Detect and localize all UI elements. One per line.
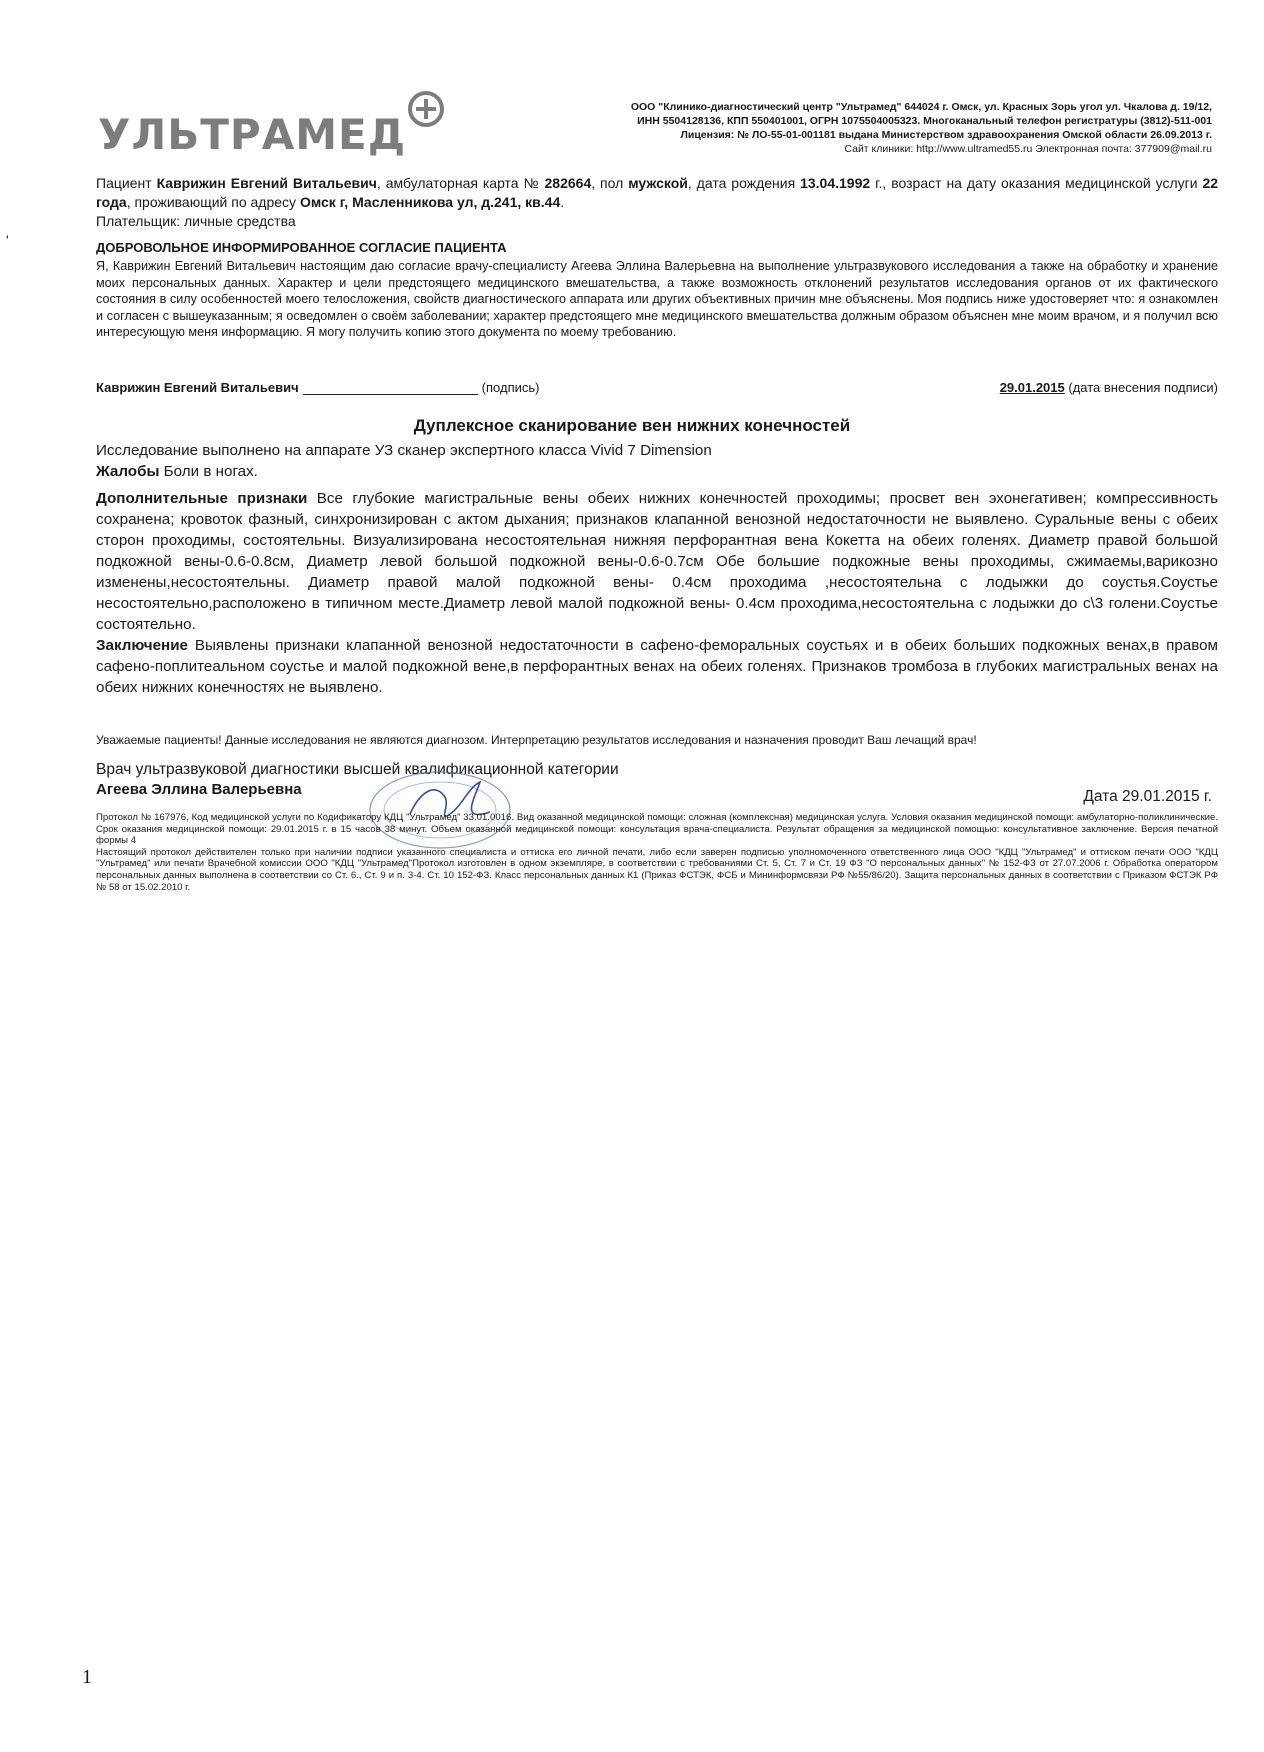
signature-date-block: [1000, 380, 1218, 395]
patient-notice: Уважаемые пациенты! Данные исследования не являются диагнозом. Интерпретацию результатов исследования и назначения проводит Ваш лечащий врач!: [96, 733, 977, 747]
page-number: 1: [82, 1666, 92, 1688]
label-age: г., возраст на дату оказания медицинской услуги: [875, 175, 1198, 191]
exam-body: [96, 440, 1218, 698]
patient-info: [96, 174, 1218, 231]
patient-name: Каврижин Евгений Витальевич: [156, 175, 377, 191]
plus-icon: [408, 91, 444, 127]
label-sex: , пол: [591, 175, 624, 191]
payer: Плательщик: личные средства: [96, 213, 296, 229]
org-line-4: Сайт клиники: http://www.ultramed55.ru Электронная почта: 377909@mail.ru: [844, 143, 1212, 155]
signature-label: (подпись): [481, 380, 540, 395]
label-dob: , дата рождения: [687, 175, 796, 191]
conclusion-label: Заключение: [96, 637, 189, 654]
consent-text: Я, Каврижин Евгений Витальевич настоящим даю согласие врачу-специалисту Агеева Эллина Валерьевна на выполнение ультразвукового исследования а также на обработку и хранение моих персональных данных. Характер и цели предстоящего медицинского вмешательства, а также возможность отклонений результатов исследования органов от их фактического состояния в силу особенностей моего телосложения, свойств диагностического аппарата или других объективных причин мне объяснены. Моя подпись ниже удостоверяет что: я ознакомлен и согласен с вышеуказанным; я осведомлен о своём заболевании; характер предстоящего мне медицинского вмешательства должным образом объяснен мне моим врачом, и я получил всю интересующую меня информацию. Я могу получить копию этого документа по моему требованию.: [96, 259, 1218, 339]
consent-title: ДОБРОВОЛЬНОЕ ИНФОРМИРОВАННОЕ СОГЛАСИЕ ПАЦИЕНТА: [96, 240, 507, 255]
signature-line: [303, 394, 478, 395]
label-address: , проживающий по адресу: [126, 194, 297, 210]
complaints-text: Боли в ногах.: [163, 463, 258, 480]
patient-dob: 13.04.1992: [800, 175, 871, 191]
protocol-para-2: Настоящий протокол действителен только при наличии подписи указанного специалиста и оттиска его личной печати, либо если заверен подписью уполномоченного ответственного лица ООО "КДЦ "Ультрамед" и оттиском печати ООО "КДЦ "Ультрамед" или печати Врачебной комиссии ООО "КДЦ "Ультрамед"Протокол изготовлен в одном экземпляре, в соответствии с требованиями Ст. 5, Ст. 7 и Ст. 19 ФЗ "О персональных данных" № 152-ФЗ от 27.07.2006 г. Обработка оператором персональных данных выполнена в соответствии со Ст. 6., Ст. 9 и п. 3-4. Ст. 10 152-ФЗ. Класс персональных данных К1 (Приказ ФСТЭК, ФСБ и Мининформсвязи РФ №55/86/20). Защита персональных данных в соответствии с Приказом ФСТЭК РФ № 58 от 15.02.2010 г.: [96, 846, 1218, 893]
signature-date: 29.01.2015: [999, 380, 1065, 395]
signature-date-label: (дата внесения подписи): [1068, 380, 1218, 395]
protocol-para-1: Протокол № 167976, Код медицинской услуги по Кодификатору КДЦ "Ультрамед" 33.01.0016. Вид оказанной медицинской помощи: сложная (комплексная) медицинская услуга. Условия оказания медицинской помощи: амбулаторно-поликлинические. Срок оказания медицинской помощи: 29.01.2015 г. в 15 часов 38 минут. Объем оказанной медицинской помощи: консультация врача-специалиста. Результат обращения за медицинской помощью: консультативное заключение. Версия печатной формы 4: [96, 812, 1218, 847]
conclusion: [96, 635, 1218, 698]
patient-address: Омск г, Масленникова ул, д.241, кв.44: [299, 194, 561, 210]
report-date: Дата 29.01.2015 г.: [1083, 788, 1212, 805]
findings-label: Дополнительные признаки: [96, 490, 308, 507]
period: .: [560, 194, 565, 210]
signer-name: Каврижин Евгений Витальевич: [96, 380, 299, 395]
label-patient: Пациент: [96, 175, 152, 191]
doctor-name: Агеева Эллина Валерьевна: [96, 781, 302, 798]
doctor-title: Врач ультразвуковой диагностики высшей квалификационной категории: [96, 761, 619, 778]
equipment: Исследование выполнено на аппарате УЗ сканер экспертного класса Vivid 7 Dimension: [96, 442, 712, 459]
findings: [96, 488, 1218, 635]
org-line-2: ИНН 5504128136, КПП 550401001, ОГРН 1075504005323. Многоканальный телефон регистратуры (3812)-511-001: [637, 115, 1212, 127]
conclusion-text: Выявлены признаки клапанной венозной недостаточности в сафено-феморальных соустьях и в обеих больших подкожных венах,в правом сафено-поплитеальном соустье и малой подкожной вене,в перфорантных венах на обеих голенях. Признаков тромбоза в глубоких магистральных венах на обеих нижних конечностях не выявлено.: [96, 637, 1218, 696]
patient-signature-row: [96, 380, 1218, 395]
exam-title: Дуплексное сканирование вен нижних конечностей: [413, 416, 851, 435]
patient-sex: мужской: [628, 175, 688, 191]
margin-mark: ': [6, 232, 9, 248]
patient-line: [96, 174, 1218, 212]
patient-age: 22 года: [96, 175, 1219, 210]
label-card: , амбулаторная карта №: [376, 175, 540, 191]
protocol-footer: [96, 812, 1218, 893]
org-line-1: ООО "Клинико-диагностический центр "Ультрамед" 644024 г. Омск, ул. Красных Зорь угол ул. Чкалова д. 19/12,: [630, 101, 1212, 113]
complaints: [96, 461, 1218, 482]
complaints-label: Жалобы: [96, 463, 160, 480]
logo-text: УЛЬТРАМЕД: [98, 110, 407, 159]
clinic-logo: [98, 110, 442, 159]
clinic-header: [492, 100, 1212, 156]
org-line-3: Лицензия: № ЛО-55-01-001181 выдана Министерством здравоохранения Омской области 26.09.2013 г.: [680, 129, 1212, 141]
findings-text: Все глубокие магистральные вены обеих нижних конечностей проходимы; просвет вен эхонегативен; компрессивность сохранена; кровоток фазный, синхронизирован с актом дыхания; признаков клапанной венозной недостаточности не выявлено. Суральные вены с обеих сторон проходимы, состоятельны. Визуализирована несостоятельная нижняя перфорантная вена Кокетта на обеих голенях. Диаметр правой большой подкожной вены-0.6-0.8см, Диаметр левой большой подкожной вены-0.6-0.7см Обе большие подкожные вены проходимы, сжимаемы,варикозно изменены,несостоятельны. Диаметр правой малой подкожной вены- 0.4см проходима ,несостоятельна с лодыжки до соустья.Соустье несостоятельно,расположено в типичном месте.Диаметр левой малой подкожной вены- 0.4см проходима,несостоятельна с лодыжки до с\3 голени.Соустье состоятельно.: [96, 490, 1218, 633]
card-number: 282664: [544, 175, 592, 191]
